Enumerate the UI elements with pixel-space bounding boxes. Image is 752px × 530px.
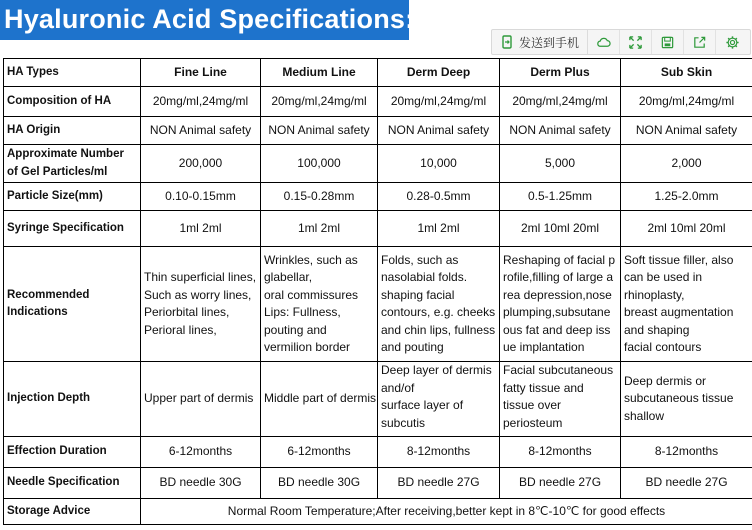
table-cell: Middle part of dermis (261, 362, 378, 437)
settings-button[interactable] (716, 30, 748, 54)
header-medium-line: Medium Line (261, 59, 378, 87)
table-cell: 20mg/ml,24mg/ml (621, 87, 752, 117)
image-toolbar (491, 29, 751, 55)
row-label: Needle Specification (4, 468, 141, 499)
cloud-button[interactable] (588, 30, 620, 54)
table-cell: 6-12months (141, 437, 261, 468)
row-indications (4, 247, 752, 362)
row-needle (4, 468, 752, 499)
header-derm-plus: Derm Plus (500, 59, 621, 87)
specifications-table (3, 58, 752, 525)
table-cell: 5,000 (500, 145, 621, 183)
table-cell: 0.5-1.25mm (500, 183, 621, 211)
table-cell: 20mg/ml,24mg/ml (141, 87, 261, 117)
table-cell: 1.25-2.0mm (621, 183, 752, 211)
table-cell: Deep layer of dermis and/of surface layer of subcutis (378, 362, 500, 437)
table-cell: 0.28-0.5mm (378, 183, 500, 211)
header-ha-types: HA Types (4, 59, 141, 87)
table-cell: 2ml 10ml 20ml (500, 211, 621, 247)
table-cell: Wrinkles, such as glabellar, oral commissures Lips: Fullness, pouting and vermilion border (261, 247, 378, 362)
table-cell: BD needle 30G (141, 468, 261, 499)
table-cell: Deep dermis or subcutaneous tissue shallow (621, 362, 752, 437)
row-label: Composition of HA (4, 87, 141, 117)
table-cell: 8-12months (621, 437, 752, 468)
expand-button[interactable] (620, 30, 652, 54)
table-cell: 0.10-0.15mm (141, 183, 261, 211)
table-cell: Soft tissue filler, also can be used in rhinoplasty, breast augmentation and shaping facial contours (621, 247, 752, 362)
table-cell: 1ml 2ml (378, 211, 500, 247)
send-to-phone-label: 发送到手机 (519, 35, 580, 50)
row-label: Particle Size(mm) (4, 183, 141, 211)
table-cell: NON Animal safety (621, 117, 752, 145)
row-particle-size (4, 183, 752, 211)
table-cell: 8-12months (378, 437, 500, 468)
title-banner (0, 0, 415, 40)
expand-icon (628, 35, 643, 50)
table-cell: 10,000 (378, 145, 500, 183)
row-label: Approximate Number of Gel Particles/ml (4, 145, 141, 183)
row-duration (4, 437, 752, 468)
row-label: Recommended Indications (4, 247, 141, 362)
row-composition (4, 87, 752, 117)
table-cell: 20mg/ml,24mg/ml (378, 87, 500, 117)
table-cell: BD needle 30G (261, 468, 378, 499)
table-cell: NON Animal safety (261, 117, 378, 145)
row-label: Storage Advice (4, 499, 141, 525)
send-to-phone-button[interactable] (492, 30, 588, 54)
table-cell: 100,000 (261, 145, 378, 183)
table-cell: 200,000 (141, 145, 261, 183)
header-sub-skin: Sub Skin (621, 59, 752, 87)
header-derm-deep: Derm Deep (378, 59, 500, 87)
table-cell: 0.15-0.28mm (261, 183, 378, 211)
table-cell: Reshaping of facial profile,filling of large area depression,nose plumping,subsutaneous fat and deep issue implantation (500, 247, 621, 362)
table-cell: Thin superficial lines, Such as worry lines, Periorbital lines, Perioral lines, (141, 247, 261, 362)
row-gel-particles (4, 145, 752, 183)
table-cell: Upper part of dermis (141, 362, 261, 437)
table-header-row (4, 59, 752, 87)
table-cell: 6-12months (261, 437, 378, 468)
table-cell: BD needle 27G (378, 468, 500, 499)
header-fine-line: Fine Line (141, 59, 261, 87)
table-cell: 8-12months (500, 437, 621, 468)
table-cell: 20mg/ml,24mg/ml (261, 87, 378, 117)
settings-icon (725, 35, 740, 50)
page-title: Hyaluronic Acid Specifications: (4, 4, 415, 34)
cloud-icon (596, 35, 611, 50)
row-label: HA Origin (4, 117, 141, 145)
table-cell: NON Animal safety (500, 117, 621, 145)
phone-send-icon (500, 35, 514, 49)
table-cell: 1ml 2ml (141, 211, 261, 247)
row-syringe (4, 211, 752, 247)
storage-advice-text: Normal Room Temperature;After receiving,better kept in 8℃-10℃ for good effects (141, 499, 752, 525)
save-button[interactable] (652, 30, 684, 54)
share-icon (692, 35, 707, 50)
row-injection-depth (4, 362, 752, 437)
row-label: Effection Duration (4, 437, 141, 468)
table-cell: 2,000 (621, 145, 752, 183)
table-cell: 1ml 2ml (261, 211, 378, 247)
share-button[interactable] (684, 30, 716, 54)
row-storage (4, 499, 752, 525)
table-cell: Folds, such as nasolabial folds. shaping facial contours, e.g. cheeks and chin lips, fullness and pouting (378, 247, 500, 362)
table-cell: NON Animal safety (141, 117, 261, 145)
table-cell: NON Animal safety (378, 117, 500, 145)
row-label: Injection Depth (4, 362, 141, 437)
row-label: Syringe Specification (4, 211, 141, 247)
table-cell: BD needle 27G (621, 468, 752, 499)
table-cell: 20mg/ml,24mg/ml (500, 87, 621, 117)
table-cell: 2ml 10ml 20ml (621, 211, 752, 247)
save-icon (660, 35, 675, 50)
table-cell: BD needle 27G (500, 468, 621, 499)
row-ha-origin (4, 117, 752, 145)
table-cell: Facial subcutaneous fatty tissue and tissue over periosteum (500, 362, 621, 437)
